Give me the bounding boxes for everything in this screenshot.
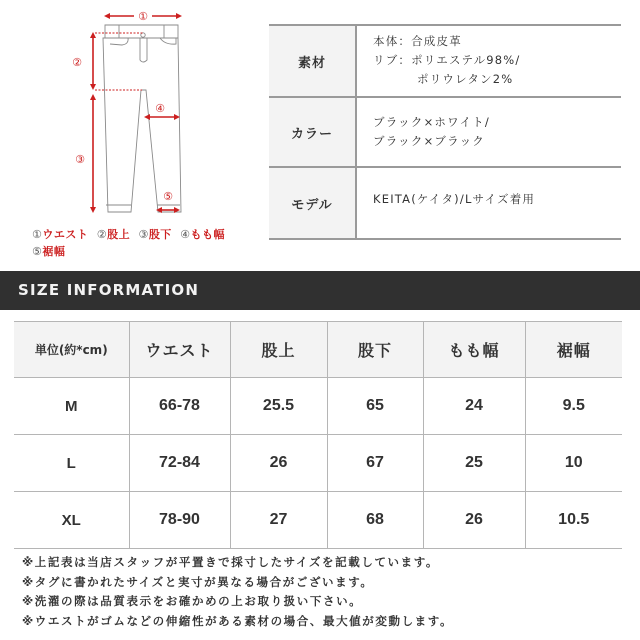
marker-rise: ② bbox=[72, 56, 82, 69]
cell-thigh: 24 bbox=[423, 378, 525, 435]
pants-measurement-diagram bbox=[0, 0, 262, 262]
spec-line: リブ：ポリエステル98%/ bbox=[373, 53, 521, 67]
header-thigh: もも幅 bbox=[423, 322, 525, 378]
marker-waist: ① bbox=[138, 10, 148, 23]
spec-line: ブラック×ブラック bbox=[373, 134, 485, 148]
spec-row-material bbox=[269, 26, 621, 98]
note-line: ※ウエストがゴムなどの伸縮性がある素材の場合、最大値が変動します。 bbox=[22, 613, 454, 628]
note-line: ※上記表は当店スタッフが平置きで採寸したサイズを記載しています。 bbox=[22, 555, 440, 569]
cell-hem: 10.5 bbox=[525, 492, 622, 549]
size-table bbox=[14, 321, 622, 549]
spec-label: 素材 bbox=[269, 26, 357, 96]
cell-hem: 10 bbox=[525, 435, 622, 492]
legend-item-thigh: ④もも幅 bbox=[180, 228, 226, 241]
product-spec-table bbox=[269, 24, 621, 240]
size-label: M bbox=[14, 378, 129, 435]
spec-value bbox=[357, 168, 621, 238]
note-line: ※洗濯の際は品質表示をお確かめの上お取り扱い下さい。 bbox=[22, 594, 363, 608]
spec-line: ポリウレタン2% bbox=[417, 72, 514, 86]
header-waist: ウエスト bbox=[129, 322, 230, 378]
note-line: ※タグに書かれたサイズと実寸が異なる場合がございます。 bbox=[22, 574, 374, 589]
size-notes bbox=[22, 553, 453, 631]
table-row bbox=[14, 492, 622, 549]
cell-hem: 9.5 bbox=[525, 378, 622, 435]
legend-item-waist: ①ウエスト bbox=[32, 228, 89, 241]
table-row bbox=[14, 378, 622, 435]
cell-rise: 27 bbox=[230, 492, 327, 549]
size-label: L bbox=[14, 435, 129, 492]
spec-label: カラー bbox=[269, 98, 357, 166]
spec-value bbox=[357, 98, 621, 166]
cell-rise: 26 bbox=[230, 435, 327, 492]
cell-thigh: 25 bbox=[423, 435, 525, 492]
spec-value bbox=[357, 26, 621, 96]
pants-illustration bbox=[0, 0, 262, 225]
spec-line: 本体：合成皮革 bbox=[373, 34, 462, 48]
measurement-legend bbox=[32, 226, 262, 260]
spec-line: ブラック×ホワイト/ bbox=[373, 115, 490, 129]
header-unit: 単位(約*cm) bbox=[14, 322, 129, 378]
cell-waist: 78-90 bbox=[129, 492, 230, 549]
size-information-banner bbox=[0, 271, 640, 310]
table-header-row bbox=[14, 322, 622, 378]
header-inseam: 股下 bbox=[327, 322, 423, 378]
cell-inseam: 67 bbox=[327, 435, 423, 492]
marker-hem: ⑤ bbox=[163, 190, 173, 203]
size-label: XL bbox=[14, 492, 129, 549]
header-rise: 股上 bbox=[230, 322, 327, 378]
spec-row-color bbox=[269, 98, 621, 168]
legend-item-rise: ②股上 bbox=[96, 228, 131, 241]
cell-thigh: 26 bbox=[423, 492, 525, 549]
cell-waist: 72-84 bbox=[129, 435, 230, 492]
legend-item-hem: ⑤裾幅 bbox=[32, 245, 66, 258]
legend-item-inseam: ③股下 bbox=[138, 228, 172, 241]
header-hem: 裾幅 bbox=[525, 322, 622, 378]
cell-rise: 25.5 bbox=[230, 378, 327, 435]
spec-row-model bbox=[269, 168, 621, 240]
marker-thigh: ④ bbox=[155, 102, 165, 115]
cell-waist: 66-78 bbox=[129, 378, 230, 435]
cell-inseam: 65 bbox=[327, 378, 423, 435]
spec-label: モデル bbox=[269, 168, 357, 238]
table-row bbox=[14, 435, 622, 492]
marker-inseam: ③ bbox=[75, 153, 85, 166]
section-title: SIZE INFORMATION bbox=[18, 281, 200, 299]
spec-line: KEITA(ケイタ)/Lサイズ着用 bbox=[373, 192, 536, 206]
cell-inseam: 68 bbox=[327, 492, 423, 549]
